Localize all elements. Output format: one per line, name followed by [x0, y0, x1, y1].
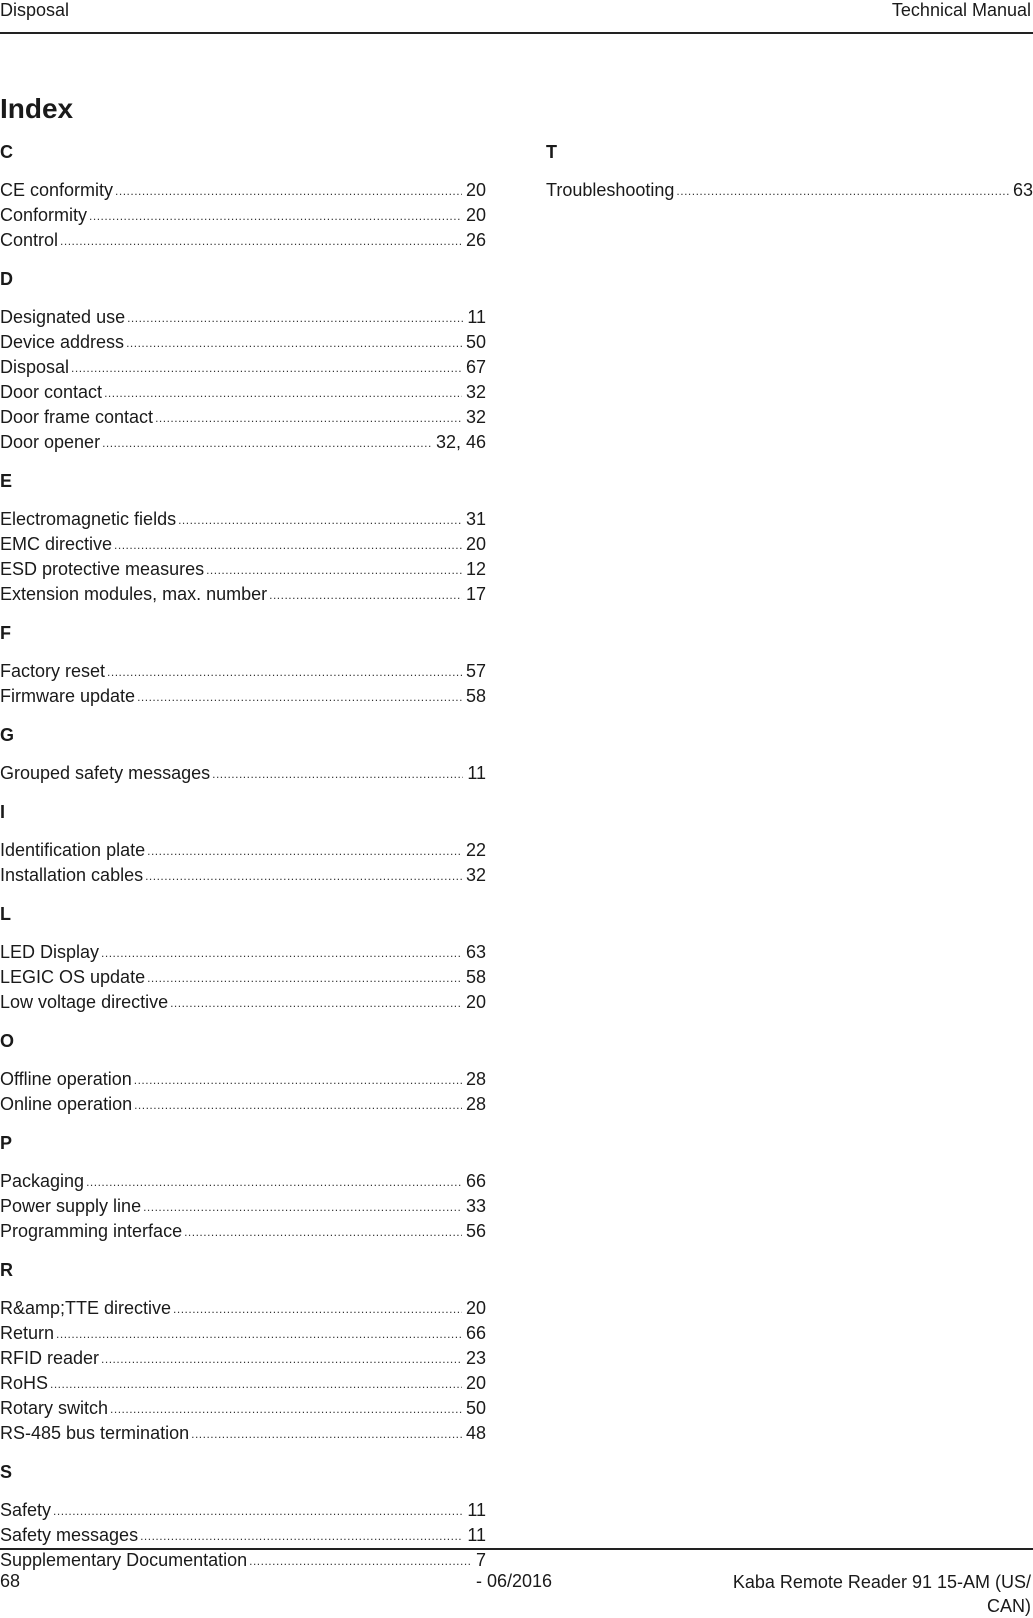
footer-date: - 06/2016 [476, 1571, 553, 1591]
dot-leader [145, 862, 462, 889]
index-entry [0, 1371, 486, 1396]
index-section [0, 723, 486, 786]
index-entry [0, 684, 486, 709]
dot-leader [115, 177, 462, 204]
dot-leader [143, 1193, 462, 1220]
index-entry-term: Designated use [0, 307, 126, 327]
index-entry-page: 7 [475, 1550, 486, 1570]
dot-leader [134, 1091, 462, 1118]
index-entry [0, 380, 486, 405]
dot-leader [89, 202, 462, 229]
dot-leader [170, 989, 462, 1016]
index-entry-term: Installation cables [0, 865, 144, 885]
index-letter-heading: O [0, 1031, 15, 1051]
dot-leader [134, 1066, 462, 1093]
index-entry [0, 355, 486, 380]
index-entry-term: Supplementary Documentation [0, 1550, 248, 1570]
index-entry-term: Disposal [0, 357, 70, 377]
index-letter-heading: D [0, 269, 13, 289]
index-letter-heading: T [546, 142, 557, 162]
header-document-title: Technical Manual [891, 0, 1031, 20]
index-entry-term: Packaging [0, 1171, 85, 1191]
index-entry [0, 1498, 486, 1523]
index-entry [0, 305, 486, 330]
index-entry-term: Safety messages [0, 1525, 139, 1545]
index-entry [0, 1523, 486, 1548]
index-entry-page: 50 [465, 1398, 486, 1418]
index-entry-page: 17 [465, 584, 486, 604]
page-footer [0, 1548, 1033, 1616]
index-letter-heading: I [0, 802, 6, 822]
index-entry-page: 56 [465, 1221, 486, 1241]
dot-leader [53, 1497, 463, 1524]
index-entry [0, 430, 486, 455]
index-entry-term: Electromagnetic fields [0, 509, 177, 529]
dot-leader [178, 506, 462, 533]
page-title: Index [0, 93, 74, 124]
index-entry-page: 58 [465, 686, 486, 706]
index-entry-page: 20 [465, 1298, 486, 1318]
index-entry-term: R&amp;TTE directive [0, 1298, 172, 1318]
index-entry [0, 532, 486, 557]
index-entry [0, 965, 486, 990]
dot-leader [126, 329, 462, 356]
dot-leader [56, 1320, 462, 1347]
index-letter-heading: L [0, 904, 11, 924]
index-entry-term: Extension modules, max. number [0, 584, 268, 604]
index-letter-heading: S [0, 1462, 13, 1482]
index-entry-term: RFID reader [0, 1348, 100, 1368]
index-entry-term: Device address [0, 332, 125, 352]
dot-leader [147, 964, 462, 991]
index-entry-page: 26 [465, 230, 486, 250]
dot-leader [127, 304, 463, 331]
index-entry-page: 48 [465, 1423, 486, 1443]
dot-leader [206, 556, 462, 583]
header-section-title: Disposal [0, 0, 70, 20]
index-section [546, 140, 1033, 203]
index-entry [0, 557, 486, 582]
index-entry-page: 11 [467, 763, 486, 783]
index-entry-page: 20 [465, 180, 486, 200]
index-section [0, 140, 486, 253]
index-entry [0, 507, 486, 532]
dot-leader [101, 1345, 462, 1372]
index-entry-page: 23 [465, 1348, 486, 1368]
dot-leader [50, 1370, 462, 1397]
index-entry-page: 33 [465, 1196, 486, 1216]
index-entry-term: Firmware update [0, 686, 136, 706]
index-entry-term: EMC directive [0, 534, 113, 554]
index-entry-page: 66 [465, 1323, 486, 1343]
index-section [0, 469, 486, 607]
index-entry-page: 11 [467, 1500, 486, 1520]
index-section [0, 1258, 486, 1446]
index-section [0, 267, 486, 455]
dot-leader [191, 1420, 462, 1447]
dot-leader [147, 837, 462, 864]
index-entry [0, 228, 486, 253]
index-entry-page: 32 [465, 382, 486, 402]
index-letter-heading: P [0, 1133, 13, 1153]
index-entry [0, 1346, 486, 1371]
index-section [0, 1131, 486, 1244]
index-entry-page: 20 [465, 992, 486, 1012]
index-entry [0, 1321, 486, 1346]
index-entry-term: Offline operation [0, 1069, 132, 1089]
dot-leader [102, 429, 432, 456]
index-entry [0, 1296, 486, 1321]
index-entry-page: 66 [465, 1171, 486, 1191]
index-entry-term: Troubleshooting [546, 180, 675, 200]
index-entry-term: Factory reset [0, 661, 106, 681]
page-header [0, 0, 1033, 34]
index-entry-term: LED Display [0, 942, 100, 962]
index-entry [0, 940, 486, 965]
index-entry-page: 50 [465, 332, 486, 352]
dot-leader [184, 1218, 462, 1245]
index-entry-term: RoHS [0, 1373, 49, 1393]
dot-leader [114, 531, 462, 558]
index-entry [0, 203, 486, 228]
index-section [0, 902, 486, 1015]
index-entry-page: 11 [467, 307, 486, 327]
index-entry-page: 32 [465, 407, 486, 427]
index-letter-heading: G [0, 725, 15, 745]
index-entry-term: Low voltage directive [0, 992, 169, 1012]
index-entry-page: 28 [465, 1069, 486, 1089]
footer-product-name: Kaba Remote Reader 91 15-AM (US/ CAN) [732, 1572, 1031, 1616]
index-entry [0, 863, 486, 888]
index-entry [0, 761, 486, 786]
index-letter-heading: C [0, 142, 13, 162]
index-entry-page: 31 [465, 509, 486, 529]
dot-leader [140, 1522, 463, 1549]
index-entry [0, 1396, 486, 1421]
index-entry [0, 659, 486, 684]
index-entry-term: Conformity [0, 205, 88, 225]
dot-leader [155, 404, 462, 431]
index-entry-page: 20 [465, 205, 486, 225]
index-section [0, 621, 486, 709]
index-entry-page: 63 [1012, 180, 1033, 200]
index-entry-term: Door contact [0, 382, 103, 402]
index-entry [0, 1169, 486, 1194]
index-entry-term: Return [0, 1323, 55, 1343]
dot-leader [676, 177, 1009, 204]
dot-leader [107, 658, 462, 685]
index-entry-page: 57 [465, 661, 486, 681]
dot-leader [101, 939, 462, 966]
index-entry-page: 20 [465, 534, 486, 554]
index-entry-term: RS-485 bus termination [0, 1423, 190, 1443]
index-entry-page: 11 [467, 1525, 486, 1545]
index-entry-page: 28 [465, 1094, 486, 1114]
index-entry-page: 67 [465, 357, 486, 377]
index-entry-term: Control [0, 230, 59, 250]
index-entry [0, 1092, 486, 1117]
index-entry [0, 405, 486, 430]
index-entry-page: 58 [465, 967, 486, 987]
index-entry-term: Programming interface [0, 1221, 183, 1241]
index-entry-term: Door opener [0, 432, 101, 452]
index-section [0, 1029, 486, 1117]
dot-leader [86, 1168, 462, 1195]
footer-page-number: 68 [0, 1571, 21, 1591]
index-entry-page: 12 [465, 559, 486, 579]
index-letter-heading: R [0, 1260, 13, 1280]
index-column-left [0, 140, 486, 1587]
dot-leader [137, 683, 462, 710]
index-entry [0, 838, 486, 863]
index-entry [0, 990, 486, 1015]
index-entry-term: Door frame contact [0, 407, 154, 427]
index-entry-page: 20 [465, 1373, 486, 1393]
index-entry [0, 582, 486, 607]
dot-leader [212, 760, 463, 787]
index-entry-term: Rotary switch [0, 1398, 109, 1418]
dot-leader [71, 354, 462, 381]
index-letter-heading: F [0, 623, 11, 643]
dot-leader [60, 227, 462, 254]
index-entry-term: LEGIC OS update [0, 967, 146, 987]
index-entry [0, 1219, 486, 1244]
index-section [0, 800, 486, 888]
index-entry-term: Safety [0, 1500, 52, 1520]
index-entry-term: Grouped safety messages [0, 763, 211, 783]
index-entry [0, 1194, 486, 1219]
index-entry [0, 1067, 486, 1092]
index-entry-term: Online operation [0, 1094, 133, 1114]
index-entry-term: CE conformity [0, 180, 114, 200]
index-letter-heading: E [0, 471, 13, 491]
index-entry-page: 32 [465, 865, 486, 885]
index-entry [0, 330, 486, 355]
index-entry-term: Identification plate [0, 840, 146, 860]
index-entry [546, 178, 1033, 203]
index-entry-page: 63 [465, 942, 486, 962]
dot-leader [110, 1395, 462, 1422]
index-entry-term: Power supply line [0, 1196, 142, 1216]
dot-leader [173, 1295, 462, 1322]
index-entry-page: 32, 46 [435, 432, 486, 452]
index-entry-term: ESD protective measures [0, 559, 205, 579]
dot-leader [104, 379, 462, 406]
index-entry [0, 1421, 486, 1446]
index-column-right [546, 140, 1033, 217]
index-entry [0, 178, 486, 203]
dot-leader [269, 581, 462, 608]
index-entry-page: 22 [465, 840, 486, 860]
